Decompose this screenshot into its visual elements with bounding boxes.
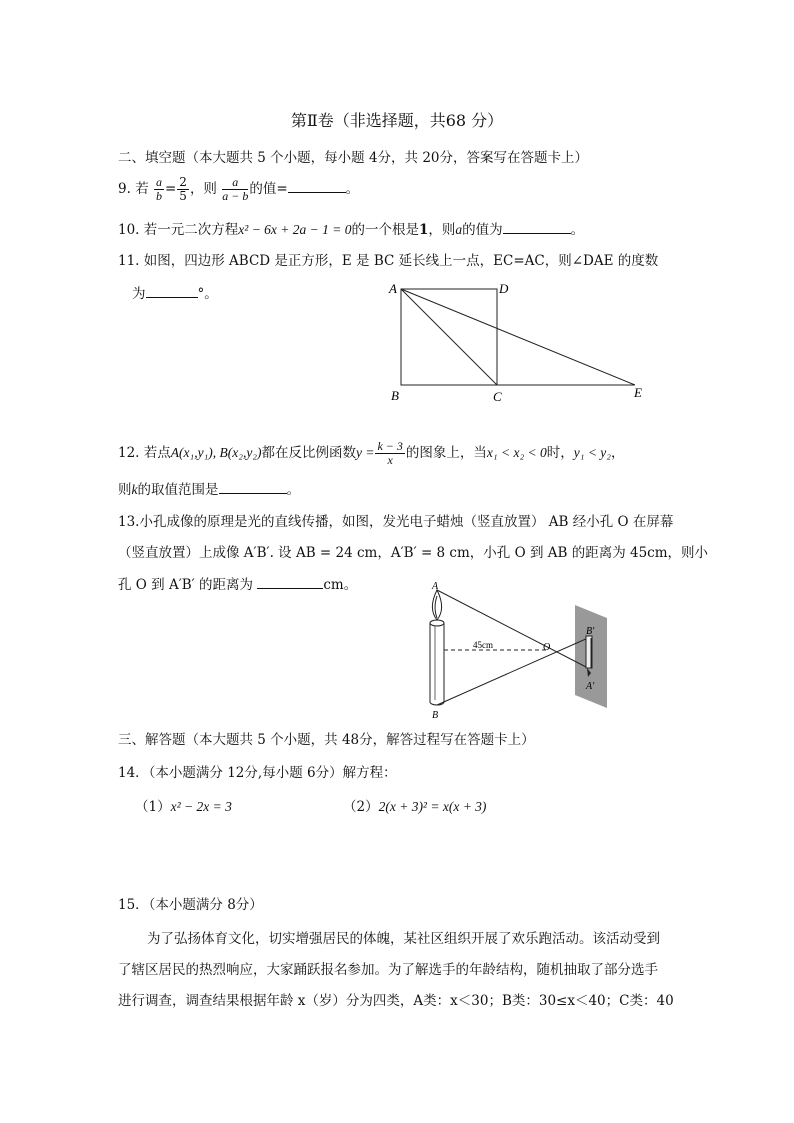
question-15-header: 15．（本小题满分 8分）	[118, 897, 263, 913]
label-a: A	[389, 281, 397, 296]
q10-text-mid: 的一个根是	[351, 222, 420, 238]
q9-eq: =	[164, 181, 177, 197]
page-title: 第Ⅱ卷（非选择题，共68 分）	[290, 111, 504, 130]
ray-from-a	[437, 590, 588, 668]
question-9	[118, 176, 359, 203]
q9-number: 9.	[118, 181, 131, 197]
q14-part1-equation: x² − 2x = 3	[170, 799, 232, 814]
q12-number: 12.	[118, 445, 140, 461]
q9-mid: ，则	[189, 181, 217, 197]
q12-func-frac: $\frac{k - 3}{x}$	[377, 439, 403, 467]
ray-from-b	[437, 638, 588, 705]
figure-pinhole-camera	[415, 580, 625, 720]
q9-answer-blank[interactable]	[288, 178, 346, 193]
question-13-line3	[118, 573, 357, 593]
q10-text-pre: 若一元二次方程	[143, 222, 239, 238]
label-c: C	[493, 389, 502, 404]
question-12-line2	[118, 478, 300, 498]
fig13-label-b: B	[432, 710, 439, 720]
question-11-line2	[132, 282, 218, 302]
segment-ae	[401, 289, 635, 385]
question-10	[118, 218, 584, 238]
q10-var: a	[455, 222, 463, 237]
q11-post: °。	[197, 286, 218, 302]
q9-frac-expr: $\frac{a}{a - b}$	[222, 175, 249, 203]
q10-answer-blank[interactable]	[503, 219, 571, 234]
q13-line3-post: cm。	[323, 577, 358, 593]
q12-points: A(x₁,y₁), B(x₂,y₂)	[170, 445, 262, 460]
q15-paragraph-line1: 为了弘扬体育文化，切实增强居民的体魄，某社区组织开展了欢乐跑活动。该活动受到	[147, 931, 660, 947]
question-13-line1: 13.小孔成像的原理是光的直线传播，如图，发光电子蜡烛（竖直放置） AB 经小孔 O 在屏幕	[118, 514, 674, 530]
q12-end: 。	[286, 482, 300, 498]
q14-part2	[343, 795, 486, 815]
question-11-line1: 11. 如图，四边形 ABCD 是正方形，E 是 BC 延长线上一点，EC=AC，则∠DAE 的度数	[118, 253, 659, 269]
q12-answer-blank[interactable]	[219, 479, 287, 494]
question-12-line1	[118, 440, 625, 467]
q9-post: 的值=	[249, 181, 288, 197]
q11-answer-blank[interactable]	[146, 283, 198, 298]
label-b: B	[391, 388, 399, 403]
q15-paragraph-line2: 了辖区居民的热烈响应，大家踊跃报名参加。为了解选手的年龄结构，随机抽取了部分选手	[118, 962, 658, 978]
q12-post2: 时，	[546, 445, 574, 461]
flame-inner	[435, 596, 437, 618]
q12-post: 的图象上，当	[405, 445, 487, 461]
q12-pre: 若点	[143, 445, 171, 461]
q9-end: 。	[345, 181, 360, 197]
q14-part2-label: （2）	[343, 799, 379, 815]
q12-line2-pre: 则	[118, 482, 132, 498]
q10-end: 。	[570, 222, 585, 238]
q12-func-y: y =	[356, 445, 375, 460]
candle-top	[430, 620, 444, 626]
section3-header: 三、解答题（本大题共 5 个小题，共 48分，解答过程写在答题卡上）	[118, 732, 535, 748]
q9-frac-a-b: $\frac{a}{b}$	[155, 175, 162, 203]
q15-paragraph-line3: 进行调查，调查结果根据年龄 x（岁）分为四类，A类：x＜30；B类：30≤x＜40；C类：40	[118, 993, 674, 1009]
q10-text-post: ，则	[428, 222, 456, 238]
q11-pre: 为	[132, 286, 146, 302]
q13-answer-blank[interactable]	[257, 574, 323, 589]
diagonal-ac	[401, 289, 497, 385]
label-e: E	[634, 385, 642, 400]
fig13-label-o: O	[543, 642, 551, 653]
fig13-distance-label: 45cm	[473, 640, 493, 650]
q14-part1-label: （1）	[135, 799, 171, 815]
q12-line2-mid: 的取值范围是	[137, 482, 219, 498]
q14-part2-equation: 2(x + 3)² = x(x + 3)	[378, 799, 487, 814]
question-13-line2: （竖直放置）上成像 A′B′. 设 AB = 24 cm，A′B′ = 8 cm，小孔 O 到 AB 的距离为 45cm，则小	[118, 545, 709, 561]
q12-var: k	[131, 482, 138, 497]
q10-text-end: 的值为	[462, 222, 503, 238]
fig13-label-a: A	[432, 581, 439, 592]
q12-cond2: y₁ < y₂	[573, 445, 611, 460]
figure-square-abcd	[385, 280, 655, 405]
q14-part1	[135, 795, 232, 815]
q10-root: 1	[419, 222, 429, 238]
section2-header: 二、填空题（本大题共 5 个小题，每小题 4分，共 20分，答案写在答题卡上）	[118, 150, 589, 166]
flame-icon	[432, 590, 441, 620]
q10-equation: x² − 6x + 2a − 1 = 0	[238, 222, 352, 237]
fig13-label-a-prime: A′	[586, 681, 595, 692]
q9-frac-2-5: $\frac{2}{5}$	[179, 175, 187, 203]
question-14-header: 14．（本小题满分 12分,每小题 6分）解方程：	[118, 765, 397, 781]
label-d: D	[499, 281, 509, 296]
q9-pre: 若	[135, 181, 149, 197]
q12-cond1: x₁ < x₂ < 0	[486, 445, 547, 460]
q12-mid: 都在反比例函数	[261, 445, 356, 461]
q12-comma: ，	[611, 445, 625, 461]
q10-number: 10.	[118, 222, 140, 238]
q13-line3-pre: 孔 O 到 A′B′ 的距离为	[118, 577, 254, 593]
fig13-label-b-prime: B′	[586, 626, 595, 637]
